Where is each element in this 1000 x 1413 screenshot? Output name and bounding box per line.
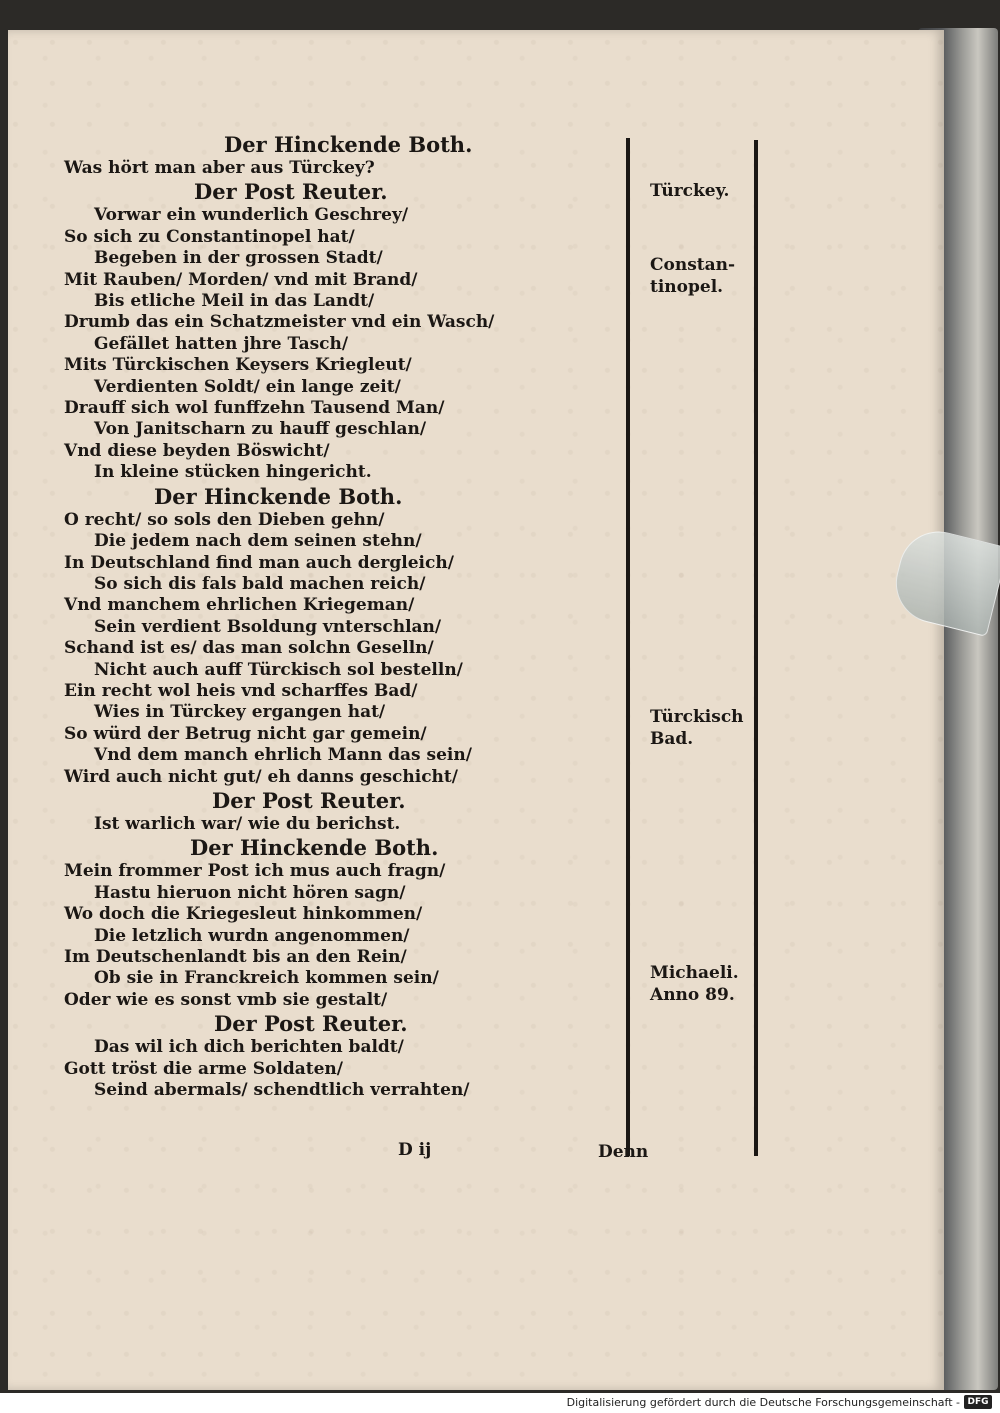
margin-rule-right bbox=[754, 140, 758, 1156]
footer-credit: Digitalisierung gefördert durch die Deutsche Forschungsgemeinschaft - bbox=[566, 1396, 960, 1409]
dfg-logo: DFG bbox=[964, 1395, 992, 1409]
verse-line: Sein verdient Bsoldung vnterschlan/ bbox=[94, 616, 442, 637]
verse-line: Wird auch nicht gut/ eh danns geschicht/ bbox=[64, 766, 458, 787]
verse-line: Mein frommer Post ich mus auch fragn/ bbox=[64, 861, 446, 882]
verse-line: Schand ist es/ das man solchn Geselln/ bbox=[64, 638, 434, 659]
signature-mark: D ij bbox=[398, 1140, 432, 1160]
margin-note-line: Michaeli. bbox=[650, 963, 739, 983]
verse-line: Wies in Türckey ergangen hat/ bbox=[94, 702, 386, 723]
verse-line: Im Deutschenlandt bis an den Rein/ bbox=[64, 947, 407, 967]
margin-note bbox=[650, 962, 739, 1006]
margin-note-line: Türckey. bbox=[650, 181, 730, 201]
verse-line: Ist warlich war/ wie du berichst. bbox=[94, 813, 401, 834]
verse-line: Seind abermals/ schendtlich verrahten/ bbox=[94, 1080, 470, 1101]
verse-line: So würd der Betrug nicht gar gemein/ bbox=[64, 723, 427, 744]
speaker-heading: Der Post Reuter. bbox=[194, 179, 388, 205]
margin-note-line: tinopel. bbox=[650, 277, 724, 297]
verse-line: O recht/ so sols den Dieben gehn/ bbox=[64, 509, 385, 530]
verse-line: Vorwar ein wunderlich Geschrey/ bbox=[94, 205, 409, 226]
speaker-heading: Der Hinckende Both. bbox=[190, 835, 439, 861]
verse-line: Ein recht wol heis vnd scharffes Bad/ bbox=[64, 680, 418, 701]
speaker-heading: Der Post Reuter. bbox=[212, 787, 406, 813]
margin-note-line: Bad. bbox=[650, 729, 694, 749]
verse-line: Bis etliche Meil in das Landt/ bbox=[94, 291, 375, 312]
verse-line: Begeben in der grossen Stadt/ bbox=[94, 248, 383, 269]
verse-line: In Deutschland find man auch dergleich/ bbox=[64, 552, 454, 573]
verse-line: Die letzlich wurdn angenommen/ bbox=[94, 925, 410, 946]
verse-line: Drauff sich wol funffzehn Tausend Man/ bbox=[64, 398, 445, 419]
verse-line: Gott tröst die arme Soldaten/ bbox=[64, 1058, 343, 1079]
speaker-heading: Der Post Reuter. bbox=[214, 1011, 408, 1037]
margin-note-line: Constan- bbox=[650, 255, 736, 275]
verse-line: So sich zu Constantinopel hat/ bbox=[64, 226, 355, 247]
verse-line: Das wil ich dich berichten baldt/ bbox=[94, 1037, 404, 1058]
dialogue-column bbox=[64, 132, 624, 1101]
verse-line: Gefället hatten jhre Tasch/ bbox=[94, 333, 349, 354]
verse-line: Wo doch die Kriegesleut hinkommen/ bbox=[64, 904, 423, 925]
margin-rule-left bbox=[626, 138, 630, 1156]
verse-line: Drumb das ein Schatzmeister vnd ein Wasch/ bbox=[64, 312, 495, 333]
verse-line: Von Janitscharn zu hauff geschlan/ bbox=[94, 419, 427, 440]
catchword: Denn bbox=[598, 1142, 649, 1162]
margin-note bbox=[650, 706, 744, 750]
margin-note-line: Türckisch bbox=[650, 707, 744, 727]
margin-note bbox=[650, 254, 735, 298]
verse-line: Nicht auch auff Türckisch sol bestelln/ bbox=[94, 659, 463, 680]
speaker-heading: Der Hinckende Both. bbox=[224, 132, 473, 157]
verse-line: Vnd dem manch ehrlich Mann das sein/ bbox=[94, 745, 472, 766]
verse-line: Mit Rauben/ Morden/ vnd mit Brand/ bbox=[64, 269, 418, 290]
verse-line: Ob sie in Franckreich kommen sein/ bbox=[94, 968, 439, 989]
margin-note bbox=[650, 180, 729, 202]
verse-line: Vnd manchem ehrlichen Kriegeman/ bbox=[64, 595, 415, 616]
verse-line: Vnd diese beyden Böswicht/ bbox=[64, 440, 330, 461]
verse-line: Die jedem nach dem seinen stehn/ bbox=[94, 531, 422, 552]
margin-note-line: Anno 89. bbox=[650, 985, 735, 1005]
verse-line: Hastu hieruon nicht hören sagn/ bbox=[94, 882, 406, 903]
verse-line: Was hört man aber aus Türckey? bbox=[64, 158, 375, 178]
verse-line: Mits Türckischen Keysers Kriegleut/ bbox=[64, 355, 412, 376]
verse-line: Verdienten Soldt/ ein lange zeit/ bbox=[94, 376, 401, 397]
verse-line: So sich dis fals bald machen reich/ bbox=[94, 573, 426, 594]
verse-line: Oder wie es sonst vmb sie gestalt/ bbox=[64, 989, 388, 1010]
verse-line: In kleine stücken hingericht. bbox=[94, 462, 372, 483]
speaker-heading: Der Hinckende Both. bbox=[154, 483, 403, 509]
